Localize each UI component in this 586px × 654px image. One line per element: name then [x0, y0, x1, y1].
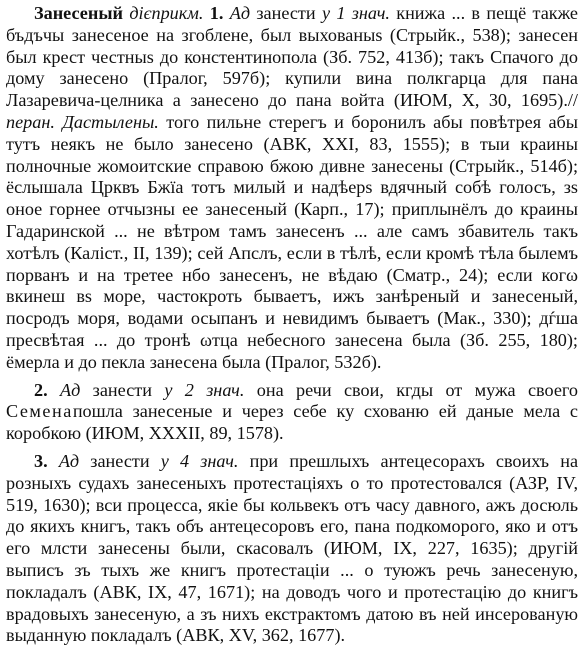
- spaced-name: Семена: [6, 401, 73, 422]
- sense-abbr: Ад: [58, 450, 80, 471]
- sense-abbr: Ад: [229, 3, 251, 23]
- headword: Занесеный: [34, 3, 123, 23]
- citations-text: пошла занесеные и через себе ку схованю ей даные мела с коробкою (ИЮМ, XXXII, 89, 1578).: [6, 401, 578, 444]
- citations-text: того пильне стерегъ и боронилъ абы повѣтрея абы тутъ неякъ не было занесено (АВК, XXI, 83, 1555); в тыи краины полночные жомоитские справою бжою дивне занесены (Стрыйк., 514б); ёслышала Црквъ Бжїа тотъ милый и надѣерs вдячный собѣ голосъ, зs оное горнее отчызны ее занесеный (Карп., 17); приплынёлъ до краины Гадаринской ... не вѣтром тамъ занесенъ ... але самъ збавитель такъ хотѣлъ (Калiст., II, 139); сей Апслъ, если в тѣлѣ, если кромѣ тѣла былемъ порванъ и на третее нбо занесенъ, не вѣдаю (Сматр., 24); если когω вкинеш вs море, частокроть бываетъ, ижъ занѣреный и занесеный, посродъ моря, водами осыпанъ и невидимъ бываетъ (Мак., 330); дѓша пресвѣтая ... до тронѣ ωтца небесного занесена была (Зб. 255, 180); ёмерла и до пекла занесена была (Пралог, 532б).: [6, 111, 579, 372]
- sense-number: 2.: [34, 379, 48, 400]
- sense-number: 3.: [34, 450, 48, 471]
- meaning-ref: у 2 знач.: [164, 379, 245, 400]
- citations-text: книжа ... в пещё также бъдъчы занесеное на згоблене, был выхованыs (Стрыйк., 538); занесен был крест честныs до констентинопола (Зб. 752, 413б); такъ Спачого до дому занесено (Пралог, 597б); купили вина полкгарца для пана Лазаревича-целника а занесено до пана войта (ИЮМ, X, 30, 1695).//: [6, 3, 579, 111]
- part-of-speech: дієприкм.: [129, 3, 204, 23]
- entry-sense-1: [6, 3, 578, 374]
- sense-number: 1.: [209, 3, 224, 23]
- entry-sense-3: [6, 451, 578, 647]
- citations-text: она речи свои, кгды от мужа своего: [256, 379, 578, 400]
- entry-sense-2: [6, 380, 578, 445]
- sense-text: занести: [90, 450, 150, 471]
- sense-text: занести: [256, 3, 316, 23]
- sense-text: занести: [92, 379, 152, 400]
- meaning-ref: у 1 знач.: [321, 3, 390, 23]
- figurative-gloss: перан. Дастылены.: [6, 111, 159, 132]
- sense-abbr: Ад: [60, 379, 81, 400]
- meaning-ref: у 4 знач.: [160, 450, 239, 471]
- citations-text: при прешлыхъ антецесорахъ своихъ на розныхъ судахъ занесеныхъ протестацiяхъ о то протестовался (АЗР, IV, 519, 1630); вси процесса, якiе бы кольвекъ отъ часу давного, ажъ досюль до якихъ книгъ, такъ объ антецесоровъ его, пана подкоморого, яко и отъ его млсти занесены были, скасовалъ (ИЮМ, IX, 227, 1635); другiй выписъ зъ тыхъ же книгъ протестацiи ... о туюжъ речь занесеную, покладалъ (АВК, IX, 47, 1671); на доводъ чого и протестацiю до книгъ врадовыхъ занесеную, а зъ нихъ екстрактомъ датою въ ней инсерованую выданную покладалъ (АВК, XV, 362, 1677).: [6, 450, 579, 646]
